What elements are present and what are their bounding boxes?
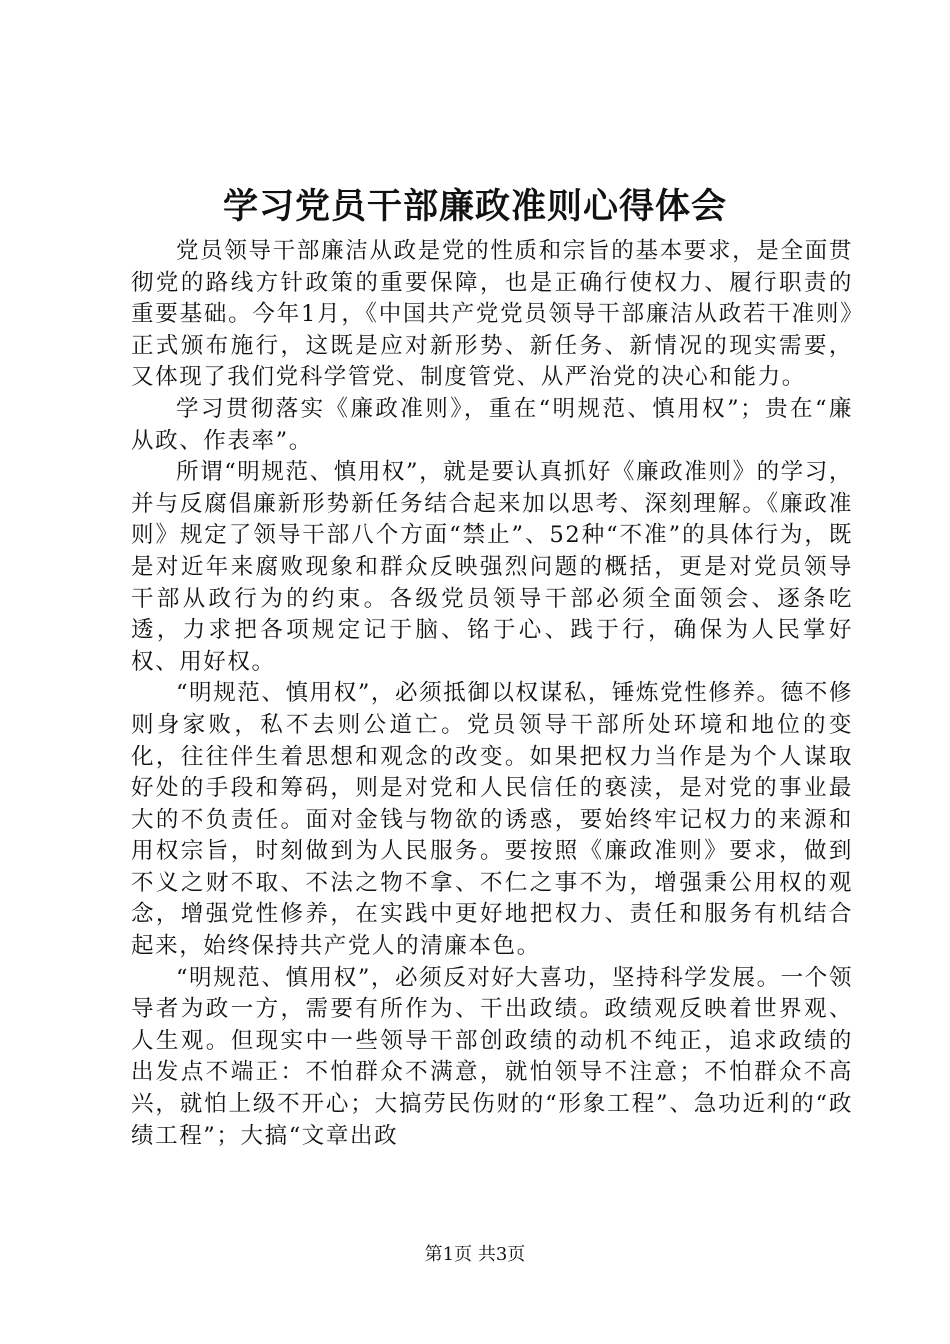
paragraph-1: 党员领导干部廉洁从政是党的性质和宗旨的基本要求，是全面贯彻党的路线方针政策的重要保障，也是正确行使权力、履行职责的重要基础。今年1月，《中国共产党党员领导干部廉洁从政若干准则》正式颁布施行，这既是应对新形势、新任务、新情况的现实需要，又体现了我们党科学管党、制度管党、从严治党的决心和能力。 — [131, 238, 853, 391]
document-body — [131, 236, 853, 1152]
paragraph-5: “明规范、慎用权”，必须反对好大喜功，坚持科学发展。一个领导者为政一方，需要有所作为、干出政绩。政绩观反映着世界观、人生观。但现实中一些领导干部创政绩的动机不纯正，追求政绩的出发点不端正：不怕群众不满意，就怕领导不注意；不怕群众不高兴，就怕上级不开心；大搞劳民伤财的“形象工程”、急功近利的“政绩工程”；大搞“文章出政 — [131, 964, 853, 1149]
document-title: 学习党员干部廉政准则心得体会 — [222, 186, 727, 227]
paragraph-3: 所谓“明规范、慎用权”，就是要认真抓好《廉政准则》的学习，并与反腐倡廉新形势新任务结合起来加以思考、深刻理解。《廉政准则》规定了领导干部八个方面“禁止”、52种“不准”的具体行为，既是对近年来腐败现象和群众反映强烈问题的概括，更是对党员领导干部从政行为的约束。各级党员领导干部必须全面领会、逐条吃透，力求把各项规定记于脑、铭于心、践于行，确保为人民掌好权、用好权。 — [131, 459, 853, 675]
paragraph-4: “明规范、慎用权”，必须抵御以权谋私，锤炼党性修养。德不修则身家败，私不去则公道亡。党员领导干部所处环境和地位的变化，往往伴生着思想和观念的改变。如果把权力当作是为个人谋取好处的手段和筹码，则是对党和人民信任的亵渎，是对党的事业最大的不负责任。面对金钱与物欲的诱惑，要始终牢记权力的来源和用权宗旨，时刻做到为人民服务。要按照《廉政准则》要求，做到不义之财不取、不法之物不拿、不仁之事不为，增强秉公用权的观念，增强党性修养，在实践中更好地把权力、责任和服务有机结合起来，始终保持共产党人的清廉本色。 — [131, 680, 853, 960]
page-number-footer: 第1页 共3页 — [424, 1244, 526, 1265]
paragraph-2: 学习贯彻落实《廉政准则》，重在“明规范、慎用权”；贵在“廉从政、作表率”。 — [131, 395, 853, 454]
